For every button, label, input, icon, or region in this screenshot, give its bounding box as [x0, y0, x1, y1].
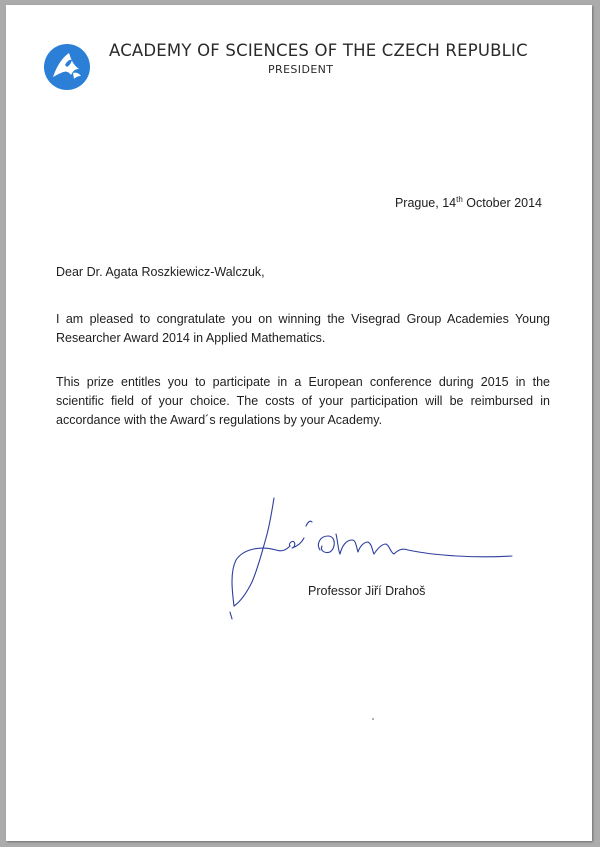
- office-title: PRESIDENT: [268, 63, 334, 76]
- scan-speck: [372, 718, 374, 720]
- body-paragraph: I am pleased to congratulate you on winning the Visegrad Group Academies Young Researcher Award 2014 in Applied Mathematics.: [56, 312, 550, 345]
- academy-logo-icon: [43, 43, 91, 91]
- organization-name: ACADEMY OF SCIENCES OF THE CZECH REPUBLIC: [109, 41, 528, 60]
- salutation: Dear Dr. Agata Roszkiewicz-Walczuk,: [56, 265, 265, 279]
- body-paragraph: This prize entitles you to participate in a European conference during 2015 in the scientific field of your choice. The costs of your participation will be reimbursed in accordance with the Award´s regulations by your Academy.: [56, 375, 550, 427]
- signatory-name: Professor Jiří Drahoš: [308, 584, 426, 598]
- letter-date: Prague, 14th October 2014: [394, 195, 542, 210]
- letter-page: [6, 5, 592, 841]
